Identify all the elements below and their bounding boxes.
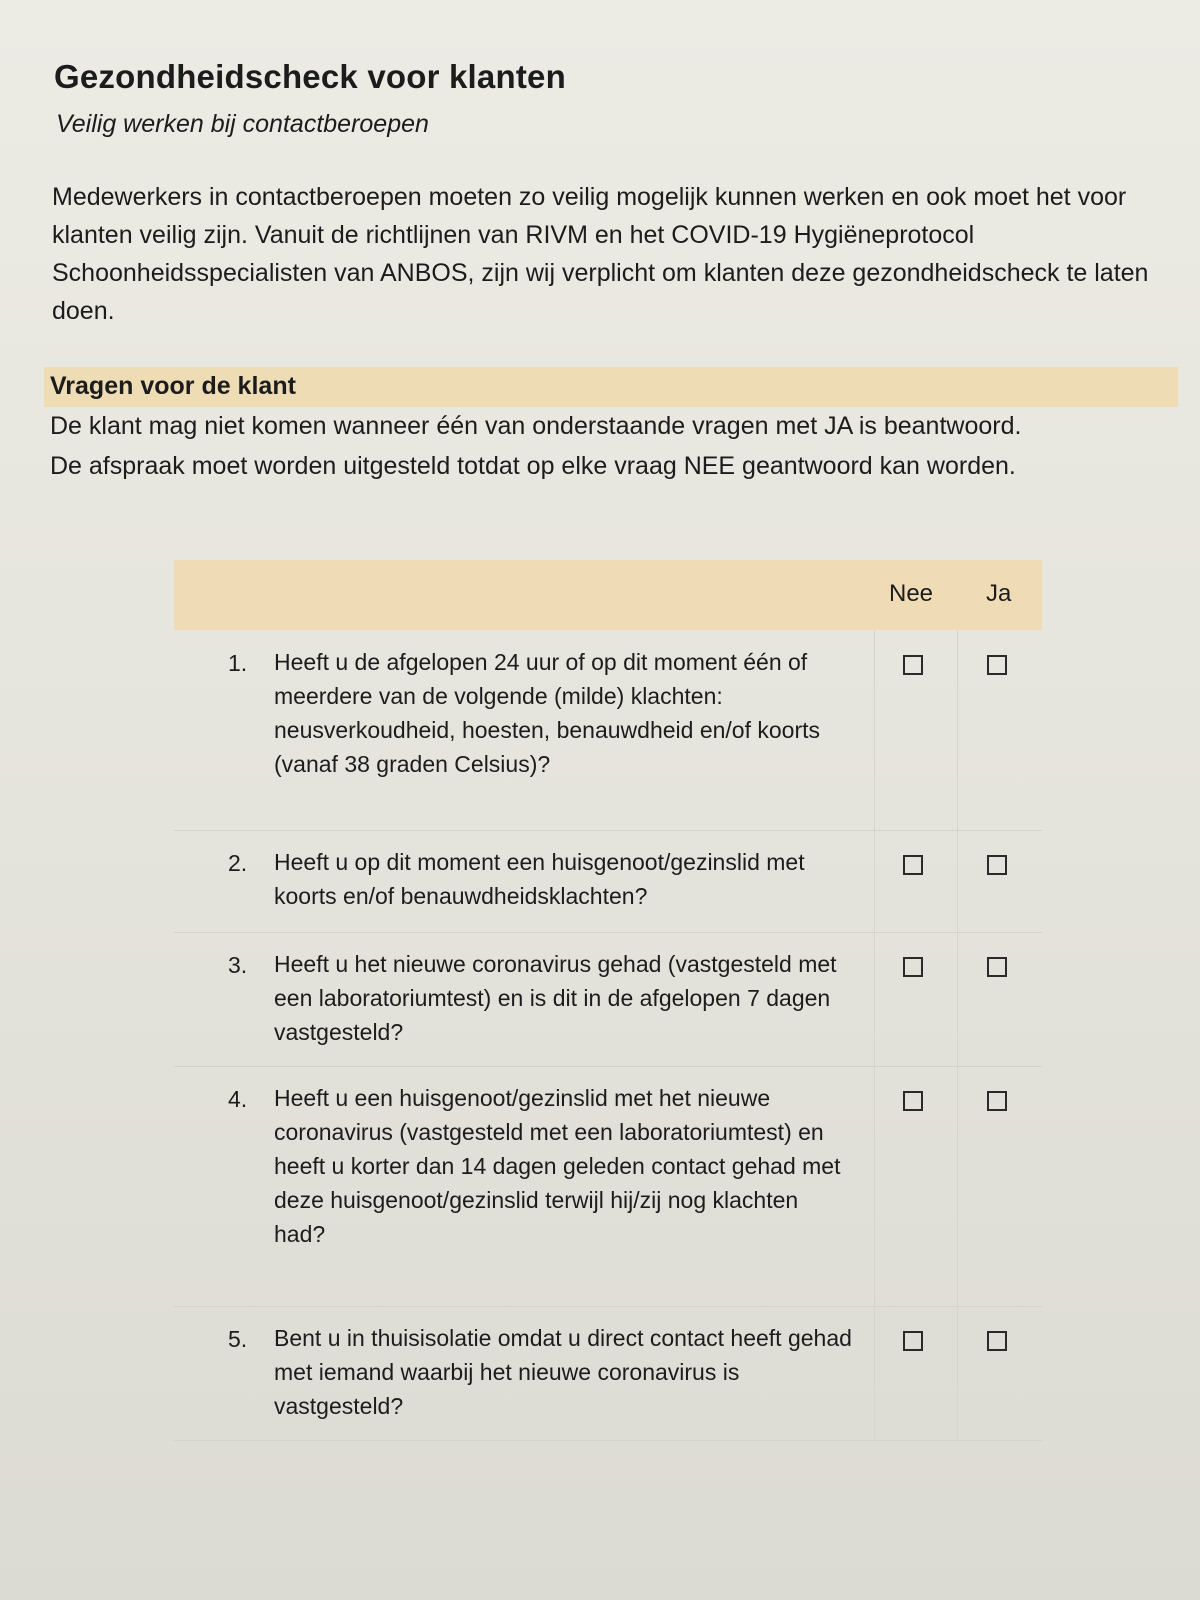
checkbox-nee-4[interactable] [903, 1091, 923, 1111]
question-text: Heeft u een huisgenoot/gezinslid met het nieuwe coronavirus (vastgesteld met een laboratoriumtest) en heeft u korter dan 14 dagen geleden contact gehad met deze huisgenoot/gezinslid terwijl hij/zij nog klachten had? [274, 1085, 841, 1247]
checkbox-ja-1[interactable] [987, 655, 1007, 675]
question-number: 5. [228, 1326, 248, 1352]
question-text: Heeft u op dit moment een huisgenoot/gezinslid met koorts en/of benauwdheidsklachten? [274, 849, 805, 909]
instruction-line-2: De afspraak moet worden uitgesteld totdat op elke vraag NEE geantwoord kan worden. [50, 452, 1016, 480]
question-text: Bent u in thuisisolatie omdat u direct contact heeft gehad met iemand waarbij het nieuwe coronavirus is vastgesteld? [274, 1325, 852, 1419]
question-text: Heeft u de afgelopen 24 uur of op dit moment één of meerdere van de volgende (milde) klachten: neusverkoudheid, hoesten, benauwdheid en/of koorts (vanaf 38 graden Celsius)? [274, 649, 821, 777]
question-row-5 [174, 1306, 1042, 1441]
instruction-line-1: De klant mag niet komen wanneer één van onderstaande vragen met JA is beantwoord. [50, 412, 1022, 440]
question-number: 4. [228, 1086, 248, 1112]
checkbox-nee-5[interactable] [903, 1331, 923, 1351]
question-row-3 [174, 932, 1042, 1067]
checkbox-nee-1[interactable] [903, 655, 923, 675]
checkbox-nee-3[interactable] [903, 957, 923, 977]
page-title: Gezondheidscheck voor klanten [54, 58, 566, 95]
question-row-2 [174, 830, 1042, 933]
column-header-nee: Nee [889, 580, 934, 607]
page-subtitle: Veilig werken bij contactberoepen [56, 110, 429, 138]
checkbox-ja-3[interactable] [987, 957, 1007, 977]
question-row-4 [174, 1066, 1042, 1307]
question-number: 1. [228, 650, 248, 676]
intro-paragraph: Medewerkers in contactberoepen moeten zo veilig mogelijk kunnen werken en ook moet het voor klanten veilig zijn. Vanuit de richtlijnen van RIVM en het COVID-19 Hygiëneprotocol Schoonheidsspecialisten van ANBOS, zijn wij verplicht om klanten deze gezondheidscheck te laten doen. [52, 183, 1149, 325]
section-heading: Vragen voor de klant [50, 372, 296, 400]
question-number: 2. [228, 850, 248, 876]
table-header [174, 560, 1042, 630]
checkbox-nee-2[interactable] [903, 855, 923, 875]
checkbox-ja-4[interactable] [987, 1091, 1007, 1111]
checkbox-ja-2[interactable] [987, 855, 1007, 875]
section-instructions [50, 406, 1190, 486]
checkbox-ja-5[interactable] [987, 1331, 1007, 1351]
questions-table [174, 560, 1042, 1440]
question-number: 3. [228, 952, 248, 978]
question-text: Heeft u het nieuwe coronavirus gehad (vastgesteld met een laboratoriumtest) en is dit in de afgelopen 7 dagen vastgesteld? [274, 951, 837, 1045]
question-row-1 [174, 630, 1042, 831]
column-header-ja: Ja [986, 580, 1012, 607]
